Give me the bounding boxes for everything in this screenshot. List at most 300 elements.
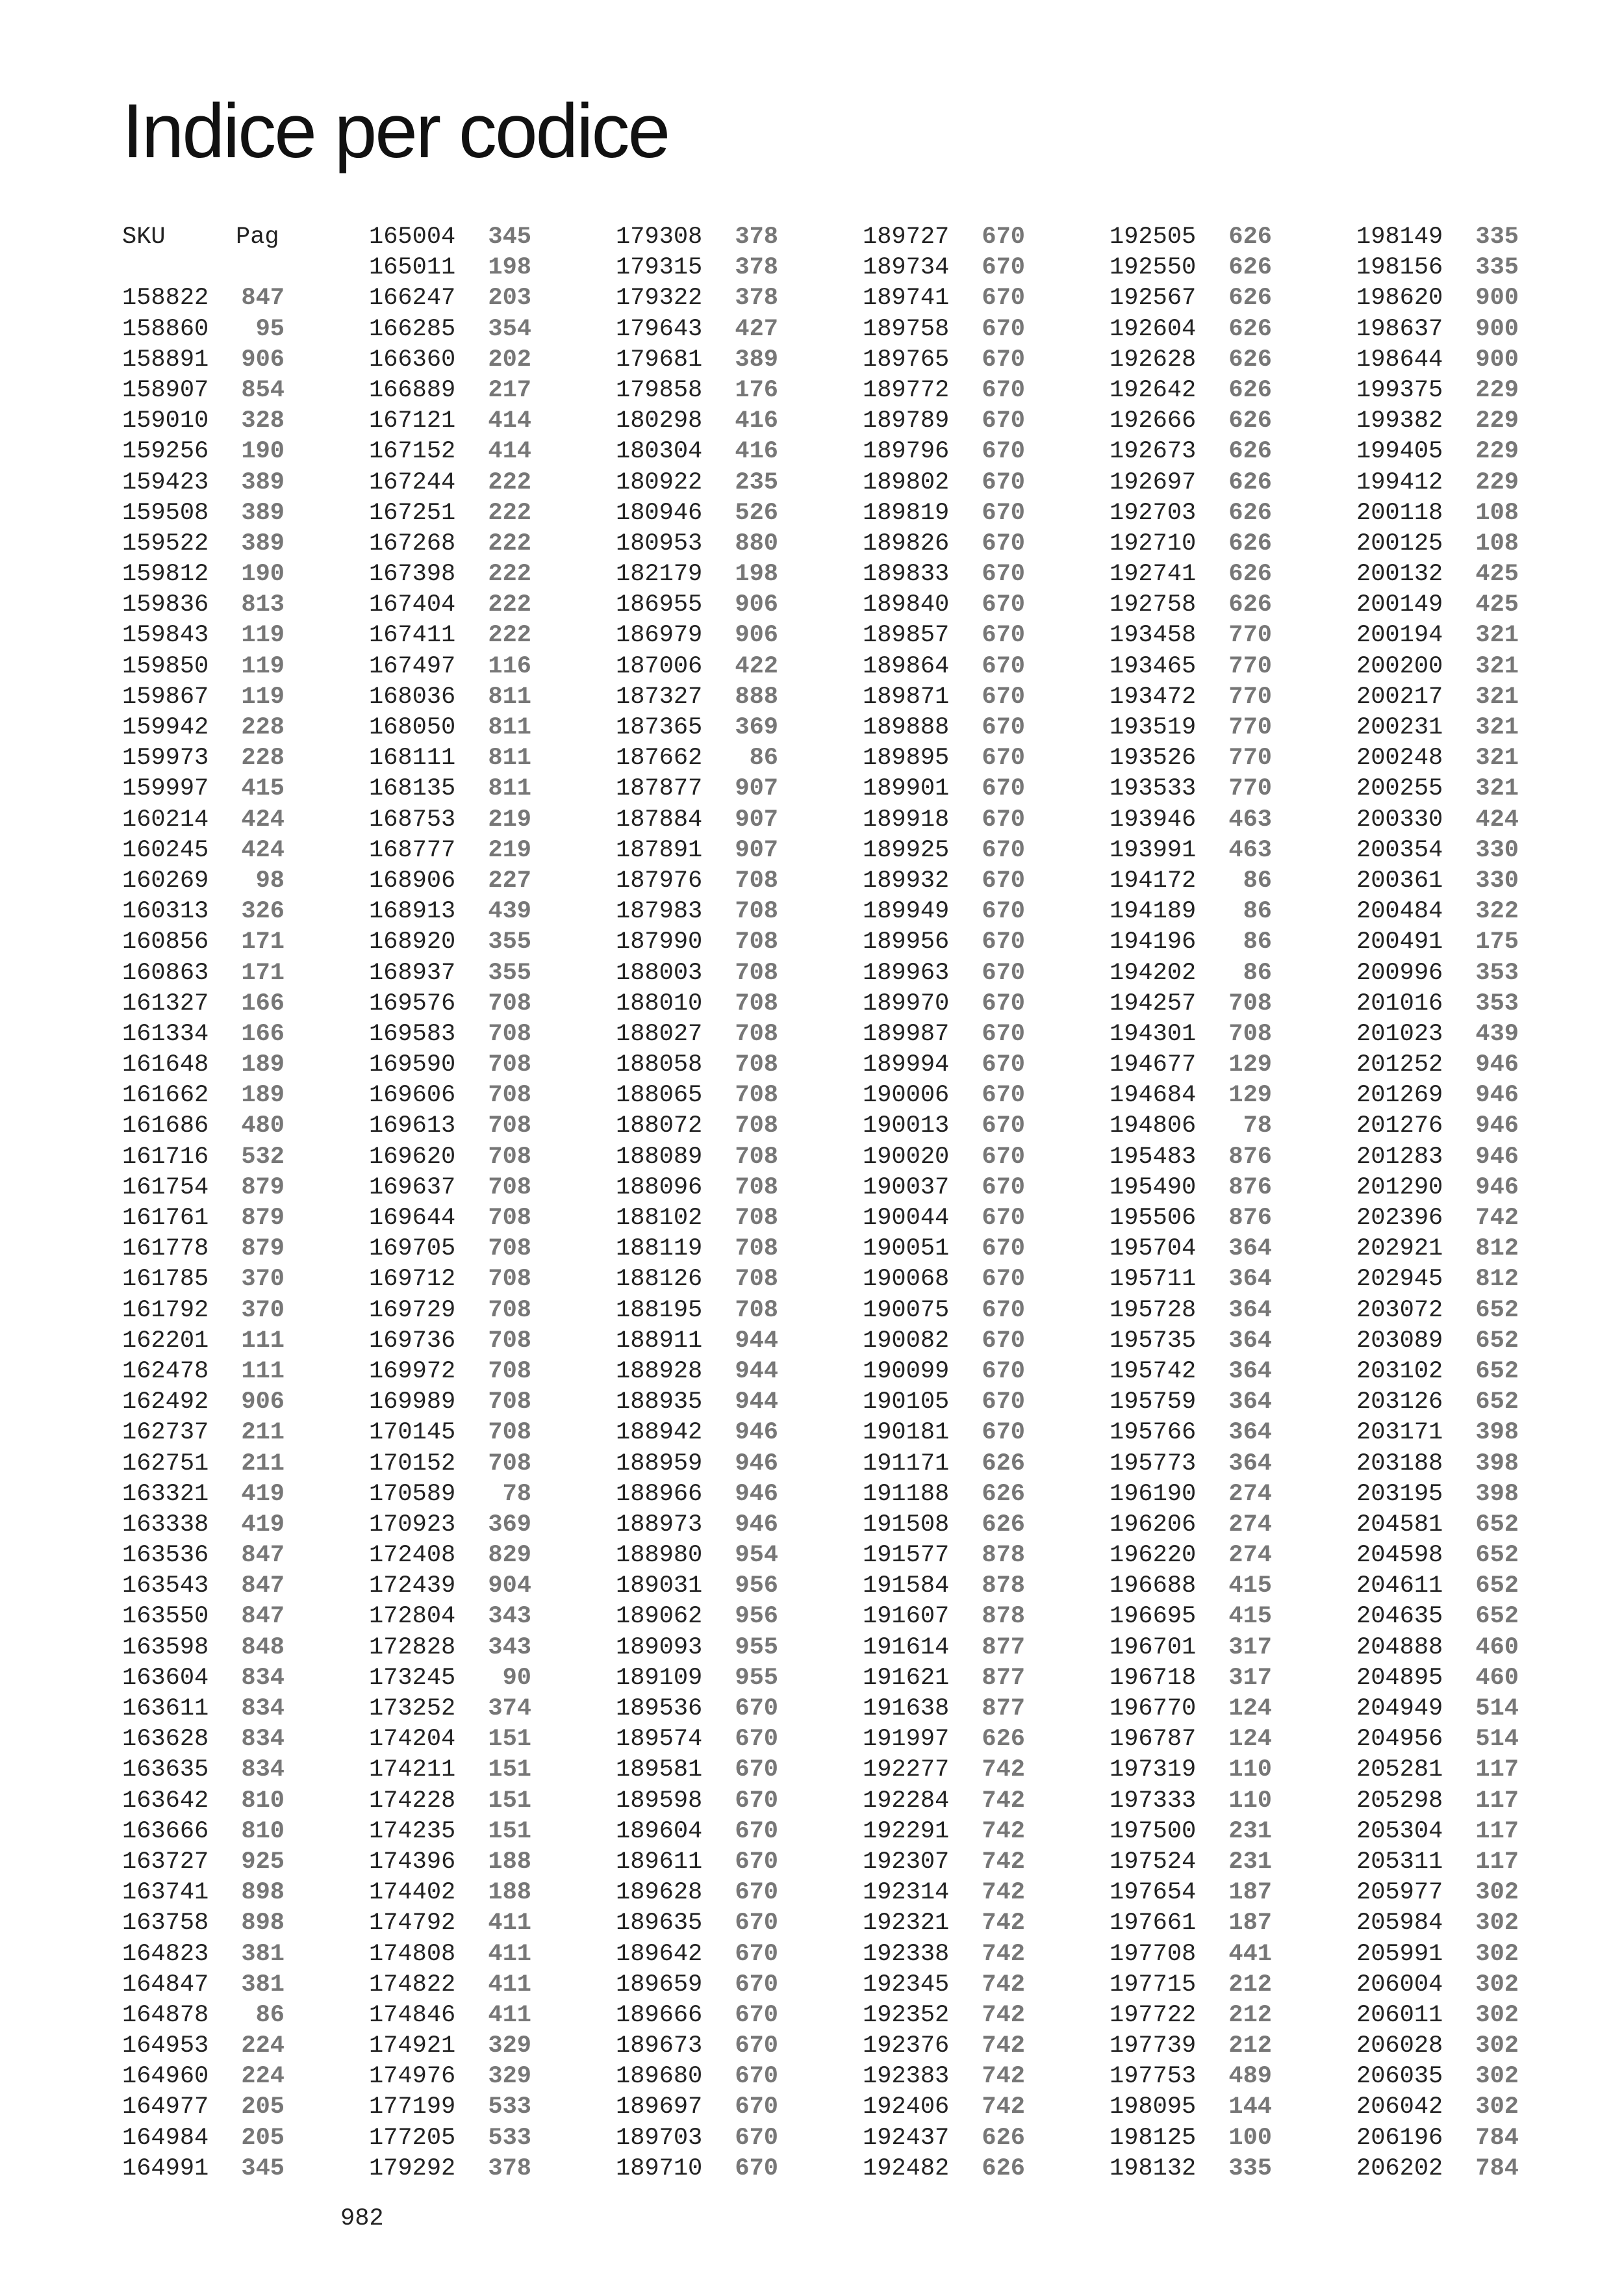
- page-ref: 378: [735, 285, 778, 313]
- index-entry: [1356, 743, 1519, 774]
- sku-code: 168920: [369, 928, 456, 956]
- page-ref: 117: [1475, 1756, 1519, 1784]
- sku-code: 180298: [616, 407, 703, 435]
- page-ref: 111: [241, 1327, 285, 1355]
- index-entry: [1356, 1387, 1519, 1418]
- index-entry: [616, 1264, 778, 1295]
- page-ref: 708: [488, 1296, 531, 1324]
- index-entry: [863, 1449, 1025, 1479]
- page-ref: 742: [982, 1848, 1025, 1876]
- index-entry: [1110, 1908, 1272, 1939]
- sku-code: 186979: [616, 622, 703, 650]
- index-entry: [863, 1633, 1025, 1663]
- sku-code: 188966: [616, 1480, 703, 1508]
- sku-code: 192376: [863, 2032, 950, 2060]
- index-entry: [863, 1970, 1025, 2000]
- sku-code: 159867: [122, 683, 209, 711]
- page-ref: 364: [1228, 1357, 1272, 1385]
- page-ref: 489: [1228, 2063, 1272, 2091]
- index-entry: [122, 1602, 285, 1632]
- page-ref: 906: [241, 1388, 285, 1416]
- index-entry: [1110, 1786, 1272, 1817]
- index-entry: [1110, 1694, 1272, 1724]
- page-ref: 425: [1475, 591, 1519, 619]
- page-ref: 670: [735, 1879, 778, 1907]
- sku-code: 193519: [1110, 714, 1197, 741]
- index-entry: [1356, 1878, 1519, 1908]
- sku-code: 187006: [616, 652, 703, 680]
- sku-code: 170923: [369, 1511, 456, 1539]
- page-ref: 946: [735, 1480, 778, 1508]
- sku-code: 192703: [1110, 499, 1197, 527]
- page-ref: 222: [488, 622, 531, 650]
- sku-code: 192338: [863, 1940, 950, 1968]
- index-entry: [616, 2092, 778, 2123]
- index-entry: [369, 222, 531, 253]
- sku-code: 200200: [1356, 652, 1443, 680]
- page-ref: 670: [982, 285, 1025, 313]
- index-entry: [1110, 1479, 1272, 1510]
- page-ref: 906: [735, 591, 778, 619]
- sku-code: 190075: [863, 1296, 950, 1324]
- index-entry: [122, 2123, 285, 2154]
- page-ref: 784: [1475, 2124, 1519, 2152]
- page-ref: 526: [735, 499, 778, 527]
- index-entry: [863, 1847, 1025, 1878]
- index-entry: [1356, 590, 1519, 620]
- index-entry: [616, 1418, 778, 1448]
- page-ref: 946: [1475, 1082, 1519, 1110]
- index-entry: [122, 345, 285, 376]
- page-ref: 119: [241, 622, 285, 650]
- index-entry: [369, 652, 531, 682]
- sku-code: 159812: [122, 561, 209, 589]
- index-entry: [369, 2000, 531, 2031]
- page-ref: 742: [982, 1787, 1025, 1815]
- index-entry: [863, 1694, 1025, 1724]
- sku-code: 193458: [1110, 622, 1197, 650]
- index-entry: [122, 652, 285, 682]
- index-entry: [616, 529, 778, 559]
- sku-code: 200484: [1356, 898, 1443, 926]
- sku-code: 158822: [122, 285, 209, 313]
- sku-code: 192604: [1110, 315, 1197, 343]
- page-ref: 514: [1475, 1726, 1519, 1754]
- sku-code: 189956: [863, 928, 950, 956]
- page-ref: 670: [982, 530, 1025, 557]
- sku-code: 186955: [616, 591, 703, 619]
- sku-code: 172828: [369, 1633, 456, 1661]
- page-ref: 335: [1475, 254, 1519, 282]
- page-ref: 119: [241, 683, 285, 711]
- index-entry: [616, 682, 778, 713]
- index-entry: [863, 1387, 1025, 1418]
- page-ref: 110: [1228, 1756, 1272, 1784]
- index-entry: [122, 1786, 285, 1817]
- page-ref: 876: [1228, 1205, 1272, 1232]
- index-entry: [122, 437, 285, 467]
- sku-code: 169736: [369, 1327, 456, 1355]
- index-entry: [1110, 805, 1272, 836]
- page-ref: 626: [982, 1726, 1025, 1754]
- page-ref: 353: [1475, 990, 1519, 1017]
- page-ref: 626: [982, 2124, 1025, 2152]
- sku-code: 192314: [863, 1879, 950, 1907]
- index-entry: [616, 1050, 778, 1080]
- page-ref: 742: [982, 1756, 1025, 1784]
- index-entry: [863, 1264, 1025, 1295]
- index-entry: [122, 1479, 285, 1510]
- page-ref: 228: [241, 714, 285, 741]
- sku-code: 198149: [1356, 224, 1443, 251]
- sku-code: 168135: [369, 775, 456, 803]
- index-entry: [122, 1111, 285, 1142]
- index-entry: [369, 253, 531, 283]
- page-ref: 364: [1228, 1266, 1272, 1294]
- page-ref: 708: [488, 990, 531, 1017]
- index-entry: [369, 1050, 531, 1080]
- index-entry: [616, 1080, 778, 1111]
- sku-code: 196701: [1110, 1633, 1197, 1661]
- index-entry: [122, 283, 285, 314]
- page-ref: 670: [982, 775, 1025, 803]
- page-ref: 626: [1228, 438, 1272, 466]
- sku-code: 179681: [616, 346, 703, 374]
- sku-code: 192437: [863, 2124, 950, 2152]
- index-entry: [863, 652, 1025, 682]
- page-ref: 90: [502, 1664, 531, 1692]
- sku-code: 194257: [1110, 990, 1197, 1017]
- page-ref: 670: [982, 745, 1025, 773]
- sku-code: 198644: [1356, 346, 1443, 374]
- page-ref: 708: [488, 1173, 531, 1201]
- sku-code: 199412: [1356, 468, 1443, 496]
- page-ref: 231: [1228, 1817, 1272, 1845]
- page-ref: 708: [488, 1143, 531, 1171]
- sku-code: 188102: [616, 1205, 703, 1232]
- page-ref: 151: [488, 1817, 531, 1845]
- page-ref: 364: [1228, 1419, 1272, 1447]
- index-entry: [122, 529, 285, 559]
- index-entry: [1110, 1142, 1272, 1173]
- sku-code: 201016: [1356, 990, 1443, 1017]
- page-ref: 321: [1475, 775, 1519, 803]
- index-entry: [616, 1908, 778, 1939]
- page-ref: 742: [982, 1910, 1025, 1937]
- sku-code: 161792: [122, 1296, 209, 1324]
- sku-code: 192307: [863, 1848, 950, 1876]
- sku-code: 182179: [616, 561, 703, 589]
- sku-code: 167268: [369, 530, 456, 557]
- index-entry: [369, 1970, 531, 2000]
- sku-code: 189574: [616, 1726, 703, 1754]
- sku-code: 163598: [122, 1633, 209, 1661]
- index-entry: [863, 1571, 1025, 1602]
- sku-code: 189857: [863, 622, 950, 650]
- sku-code: 203171: [1356, 1419, 1443, 1447]
- index-entry: [1110, 1019, 1272, 1050]
- page-ref: 670: [982, 714, 1025, 741]
- page-ref: 888: [735, 683, 778, 711]
- index-entry: [369, 2154, 531, 2184]
- page-ref: 345: [241, 2154, 285, 2182]
- sku-code: 161662: [122, 1082, 209, 1110]
- sku-code: 195728: [1110, 1296, 1197, 1324]
- sku-code: 172804: [369, 1603, 456, 1631]
- sku-code: 189864: [863, 652, 950, 680]
- page-ref: 389: [735, 346, 778, 374]
- sku-code: 188928: [616, 1357, 703, 1385]
- page-ref: 708: [488, 1266, 531, 1294]
- page-ref: 626: [1228, 468, 1272, 496]
- page-title: Indice per codice: [122, 88, 669, 174]
- sku-code: 192666: [1110, 407, 1197, 435]
- page-ref: 302: [1475, 1879, 1519, 1907]
- index-entry: [616, 989, 778, 1019]
- page-ref: 670: [982, 1205, 1025, 1232]
- page-ref: 424: [241, 806, 285, 834]
- page-ref: 317: [1228, 1664, 1272, 1692]
- page-ref: 203: [488, 285, 531, 313]
- index-entry: [369, 805, 531, 836]
- index-entry: [1110, 1326, 1272, 1357]
- sku-code: 189796: [863, 438, 950, 466]
- sku-code: 192550: [1110, 254, 1197, 282]
- sku-code: 205977: [1356, 1879, 1443, 1907]
- page-ref: 708: [735, 1143, 778, 1171]
- sku-code: 159508: [122, 499, 209, 527]
- sku-code: 189994: [863, 1051, 950, 1079]
- sku-code: 190020: [863, 1143, 950, 1171]
- sku-code: 199405: [1356, 438, 1443, 466]
- page-ref: 898: [241, 1879, 285, 1907]
- index-entry: [863, 1142, 1025, 1173]
- index-entry: [1110, 1602, 1272, 1632]
- sku-code: 192758: [1110, 591, 1197, 619]
- sku-code: 196787: [1110, 1726, 1197, 1754]
- index-entry: [863, 1357, 1025, 1387]
- index-entry: [616, 805, 778, 836]
- sku-code: 180946: [616, 499, 703, 527]
- page-ref: 416: [735, 438, 778, 466]
- index-entry: [122, 1387, 285, 1418]
- sku-code: 189642: [616, 1940, 703, 1968]
- index-entry: [1356, 2000, 1519, 2031]
- sku-code: 159942: [122, 714, 209, 741]
- sku-code: 158907: [122, 376, 209, 404]
- page-ref: 811: [488, 714, 531, 741]
- page-ref: 670: [735, 1940, 778, 1968]
- index-entry: [369, 1080, 531, 1111]
- sku-code: 191188: [863, 1480, 950, 1508]
- page-ref: 166: [241, 1020, 285, 1048]
- index-entry: [616, 1203, 778, 1234]
- index-entry: [616, 1970, 778, 2000]
- sku-code: 189697: [616, 2093, 703, 2121]
- sku-code: 188959: [616, 1450, 703, 1477]
- sku-code: 179858: [616, 376, 703, 404]
- index-entry: [616, 314, 778, 345]
- page-ref: 228: [241, 745, 285, 773]
- sku-code: 192642: [1110, 376, 1197, 404]
- sku-code: 174921: [369, 2032, 456, 2060]
- sku-code: 169989: [369, 1388, 456, 1416]
- page-ref: 222: [488, 561, 531, 589]
- sku-code: 167121: [369, 407, 456, 435]
- page-ref: 211: [241, 1419, 285, 1447]
- index-entry: [863, 1786, 1025, 1817]
- page-ref: 119: [241, 652, 285, 680]
- index-entry: [1356, 2154, 1519, 2184]
- index-entry: [122, 314, 285, 345]
- page-ref: 670: [735, 1695, 778, 1722]
- index-entry: [122, 1019, 285, 1050]
- index-entry: [122, 2031, 285, 2062]
- sku-code: 190051: [863, 1235, 950, 1263]
- index-entry: [1110, 620, 1272, 651]
- page-ref: 670: [982, 1327, 1025, 1355]
- index-entry: [1356, 2123, 1519, 2154]
- sku-code: 161686: [122, 1112, 209, 1140]
- index-entry: [1110, 1633, 1272, 1663]
- sku-code: 179322: [616, 285, 703, 313]
- index-entry: [122, 1939, 285, 1970]
- sku-code: 189093: [616, 1633, 703, 1661]
- sku-code: 163666: [122, 1817, 209, 1845]
- sku-code: 192406: [863, 2093, 950, 2121]
- sku-code: 197708: [1110, 1940, 1197, 1968]
- page-ref: 514: [1475, 1695, 1519, 1722]
- page-ref: 302: [1475, 1910, 1519, 1937]
- sku-code: 169606: [369, 1082, 456, 1110]
- index-entry: [122, 1418, 285, 1448]
- sku-code: 195735: [1110, 1327, 1197, 1355]
- index-entry: [1356, 1111, 1519, 1142]
- index-entry: [369, 1786, 531, 1817]
- sku-code: 188058: [616, 1051, 703, 1079]
- page-ref: 810: [241, 1787, 285, 1815]
- page-ref: 944: [735, 1327, 778, 1355]
- sku-code: 190105: [863, 1388, 950, 1416]
- page-ref: 811: [488, 745, 531, 773]
- index-entry: [1356, 222, 1519, 253]
- page-ref: 670: [982, 1143, 1025, 1171]
- page-ref: 670: [735, 2093, 778, 2121]
- page-ref: 151: [488, 1756, 531, 1784]
- index-entry: [1356, 253, 1519, 283]
- index-entry: [863, 1817, 1025, 1847]
- index-entry: [369, 345, 531, 376]
- page-ref: 770: [1228, 683, 1272, 711]
- page-ref: 770: [1228, 714, 1272, 741]
- index-entry: [1356, 468, 1519, 498]
- page-ref: 378: [488, 2154, 531, 2182]
- sku-code: 189932: [863, 867, 950, 895]
- index-entry: [1110, 958, 1272, 989]
- sku-code: 161334: [122, 1020, 209, 1048]
- page-ref: 944: [735, 1357, 778, 1385]
- sku-code: 188195: [616, 1296, 703, 1324]
- sku-code: 200996: [1356, 959, 1443, 987]
- page-ref: 878: [982, 1603, 1025, 1631]
- sku-code: 190013: [863, 1112, 950, 1140]
- sku-code: 192345: [863, 1971, 950, 1999]
- index-entry: [863, 314, 1025, 345]
- index-entry: [616, 2062, 778, 2092]
- page-ref: 86: [1243, 867, 1272, 895]
- sku-code: 159843: [122, 622, 209, 650]
- index-entry: [616, 283, 778, 314]
- page-ref: 812: [1475, 1235, 1519, 1263]
- page-ref: 364: [1228, 1327, 1272, 1355]
- sku-code: 187877: [616, 775, 703, 803]
- sku-code: 162751: [122, 1450, 209, 1477]
- page-ref: 670: [982, 468, 1025, 496]
- index-entry: [1110, 376, 1272, 406]
- page-ref: 670: [982, 683, 1025, 711]
- index-entry: [616, 1817, 778, 1847]
- sku-code: 197524: [1110, 1848, 1197, 1876]
- sku-code: 189819: [863, 499, 950, 527]
- sku-code: 169972: [369, 1357, 456, 1385]
- index-entry: [616, 1142, 778, 1173]
- page-ref: 900: [1475, 285, 1519, 313]
- sku-code: 189727: [863, 224, 950, 251]
- sku-code: 170152: [369, 1450, 456, 1477]
- page-ref: 708: [488, 1450, 531, 1477]
- index-entry: [616, 468, 778, 498]
- index-entry: [1110, 713, 1272, 743]
- index-entry: [1356, 1817, 1519, 1847]
- page-ref: 189: [241, 1082, 285, 1110]
- page-ref: 670: [735, 2154, 778, 2182]
- page-ref: 176: [735, 376, 778, 404]
- index-entry: [1356, 1449, 1519, 1479]
- page-ref: 670: [982, 990, 1025, 1017]
- page-ref: 652: [1475, 1357, 1519, 1385]
- index-entry: [616, 1234, 778, 1264]
- index-entry: [122, 1173, 285, 1203]
- page-ref: 954: [735, 1542, 778, 1570]
- index-entry: [616, 1387, 778, 1418]
- index-entry: [122, 1357, 285, 1387]
- sku-code: 201290: [1356, 1173, 1443, 1201]
- index-entry: [1356, 774, 1519, 804]
- sku-code: 196206: [1110, 1511, 1197, 1539]
- page-ref: 708: [488, 1112, 531, 1140]
- page-ref: 166: [241, 990, 285, 1017]
- sku-code: 164878: [122, 2001, 209, 2029]
- sku-code: 191607: [863, 1603, 950, 1631]
- sku-code: 196770: [1110, 1695, 1197, 1722]
- sku-code: 191508: [863, 1511, 950, 1539]
- page-ref: 329: [488, 2032, 531, 2060]
- page-ref: 302: [1475, 1971, 1519, 1999]
- index-column: [1110, 222, 1272, 2184]
- page-ref: 876: [1228, 1173, 1272, 1201]
- page-ref: 460: [1475, 1633, 1519, 1661]
- sku-code: 205311: [1356, 1848, 1443, 1876]
- sku-code: 189734: [863, 254, 950, 282]
- index-entry: [369, 774, 531, 804]
- page-ref: 708: [1228, 1020, 1272, 1048]
- page-ref: 198: [735, 561, 778, 589]
- page-ref: 533: [488, 2093, 531, 2121]
- page-ref: 463: [1228, 836, 1272, 864]
- sku-code: 188973: [616, 1511, 703, 1539]
- index-entry: [369, 927, 531, 958]
- index-entry: [1356, 1755, 1519, 1785]
